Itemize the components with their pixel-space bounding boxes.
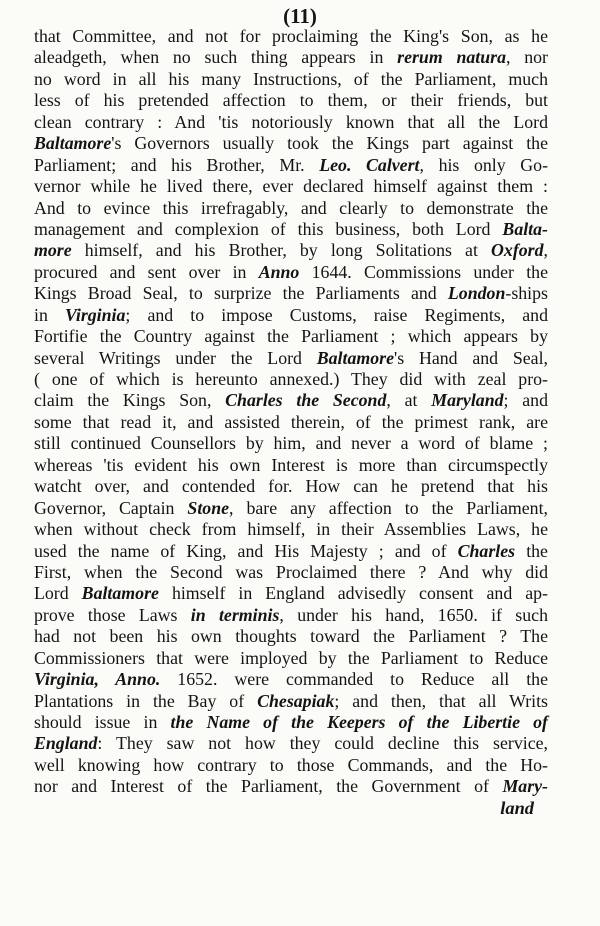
text-fragment: ( one of which is hereunto annexed.) They did with zeal pro- <box>34 369 548 389</box>
text-fragment: some that read it, and assisted therein, of the primest rank, are <box>34 411 548 432</box>
italic-text: Baltamore <box>34 133 112 154</box>
text-fragment: , nor <box>506 47 548 68</box>
text-line <box>34 691 548 712</box>
italic-text: Oxford <box>491 240 544 261</box>
text-line <box>34 776 548 797</box>
text-fragment: claim the Kings Son, <box>34 390 226 411</box>
text-fragment: , <box>543 240 548 261</box>
italic-text: in terminis <box>190 604 280 625</box>
text-fragment: prove those Laws <box>34 604 191 625</box>
italic-text: rerum natura <box>397 47 507 68</box>
text-line <box>34 755 548 776</box>
text-fragment: in <box>34 304 65 325</box>
italic-text: Stone <box>187 497 230 518</box>
text-fragment: that Committee, and not for proclaiming the King's Son, as he <box>34 26 548 46</box>
text-fragment: himself in England advisedly consent and ap- <box>158 583 548 604</box>
text-fragment: Plantations in the Bay of <box>34 690 258 711</box>
italic-text: Baltamore <box>316 347 395 368</box>
text-line <box>34 390 548 411</box>
italic-text: Chesapiak <box>257 690 335 711</box>
text-line <box>34 219 548 240</box>
text-line <box>34 583 548 604</box>
italic-text: England <box>34 733 98 754</box>
italic-text: more <box>34 240 72 261</box>
text-line <box>34 648 548 669</box>
body-text <box>34 26 548 819</box>
text-fragment: well knowing how contrary to those Commands, and the Ho- <box>34 754 548 775</box>
text-line <box>34 133 548 154</box>
text-fragment: 's Governors usually took the Kings part against the <box>111 133 548 154</box>
text-fragment: , bare any affection to the Parliament, <box>229 497 548 518</box>
text-line <box>34 541 548 562</box>
text-line <box>34 476 548 497</box>
text-line <box>34 455 548 476</box>
text-line <box>34 605 548 626</box>
text-fragment: Fortifie the Country against the Parliament ; which appears by <box>34 326 548 347</box>
italic-text: Virginia, Anno. <box>34 669 161 690</box>
text-fragment: no word in all his many Instructions, of the Parliament, much <box>34 68 548 89</box>
italic-text: Balta- <box>502 218 548 239</box>
text-fragment: vernor while he lived there, ever declared himself against them : <box>34 176 548 197</box>
text-line <box>34 69 548 90</box>
text-line <box>34 498 548 519</box>
text-fragment: Kings Broad Seal, to surprize the Parliaments and <box>34 283 448 304</box>
text-fragment: 1652. were commanded to Reduce all the <box>160 669 548 690</box>
text-line <box>34 433 548 454</box>
text-fragment: the <box>515 540 548 561</box>
text-line <box>34 626 548 647</box>
italic-text: Baltamore <box>81 583 159 604</box>
text-line <box>34 562 548 583</box>
text-fragment: himself, and his Brother, by long Solitations at <box>71 240 492 261</box>
text-fragment: -ships <box>505 283 548 304</box>
text-line <box>34 326 548 347</box>
text-line <box>34 112 548 133</box>
page-number: (11) <box>283 4 317 28</box>
text-fragment: had not been his own thoughts toward the Parliament ? The <box>34 626 548 647</box>
text-fragment: Governor, Captain <box>34 497 188 518</box>
text-line <box>34 90 548 111</box>
text-fragment: when without check from himself, in their Assemblies Laws, he <box>34 519 548 540</box>
text-fragment: ; and then, that all Writs <box>334 690 548 711</box>
text-fragment: And to evince this irrefragably, and clearly to demonstrate the <box>34 197 548 218</box>
text-line <box>34 669 548 690</box>
text-fragment: ; and to impose Customs, raise Regiments, and <box>125 304 548 325</box>
text-fragment: , at <box>386 390 432 411</box>
text-fragment: nor and Interest of the Parliament, the Government of <box>34 776 503 797</box>
text-line <box>34 412 548 433</box>
text-line <box>34 240 548 261</box>
text-fragment: 1644. Commissions under the <box>299 261 548 282</box>
text-fragment: : They saw not how they could decline this service, <box>97 733 548 754</box>
text-line <box>34 519 548 540</box>
text-line <box>34 348 548 369</box>
italic-text: Virginia <box>64 304 126 325</box>
text-fragment: First, when the Second was Proclaimed there ? And why did <box>34 561 548 582</box>
text-line <box>34 283 548 304</box>
text-line <box>34 47 548 68</box>
text-fragment: clean contrary : And 'tis notoriously known that all the Lord <box>34 111 548 132</box>
text-line <box>34 262 548 283</box>
text-fragment: management and complexion of this business, both Lord <box>34 218 503 239</box>
italic-text: Maryland <box>431 390 504 411</box>
text-line <box>34 26 548 47</box>
text-fragment: whereas 'tis evident his own Interest is more than circumspectly <box>34 454 548 475</box>
italic-text: London <box>447 283 506 304</box>
text-fragment: Parliament; and his Brother, Mr. <box>34 154 320 175</box>
text-line <box>34 369 548 390</box>
text-line <box>34 712 548 733</box>
text-line <box>34 198 548 219</box>
italic-text: Charles <box>457 540 516 561</box>
text-fragment: , his only Go- <box>419 154 549 175</box>
text-fragment: ; and <box>503 390 548 411</box>
italic-text: Mary- <box>502 776 548 797</box>
text-fragment: still continued Counsellors by him, and never a word of blame ; <box>34 433 548 454</box>
text-fragment: used the name of King, and His Majesty ; and of <box>34 540 458 561</box>
text-fragment: Commissioners that were imployed by the Parliament to Reduce <box>34 647 548 668</box>
text-fragment: watcht over, and contended for. How can he pretend that his <box>34 476 548 497</box>
italic-text: Leo. Calvert <box>319 154 420 175</box>
text-fragment: should issue in <box>34 712 171 732</box>
italic-text: Charles the Second <box>225 390 387 411</box>
text-fragment: , under his hand, 1650. if such <box>279 604 548 625</box>
text-line <box>34 176 548 197</box>
italic-text: the Name of the Keepers of the Libertie of <box>170 712 548 732</box>
text-line <box>34 155 548 176</box>
text-fragment: several Writings under the Lord <box>34 347 317 368</box>
italic-text: Anno <box>258 261 300 282</box>
text-fragment: procured and sent over in <box>34 261 259 282</box>
text-fragment: less of his pretended affection to them, or their friends, but <box>34 90 548 111</box>
text-fragment: Lord <box>34 583 82 604</box>
text-fragment: aleadgeth, when no such thing appears in <box>34 47 398 68</box>
text-line <box>34 733 548 754</box>
text-line <box>34 305 548 326</box>
text-fragment: 's Hand and Seal, <box>394 347 549 368</box>
catchword: land <box>500 797 534 818</box>
